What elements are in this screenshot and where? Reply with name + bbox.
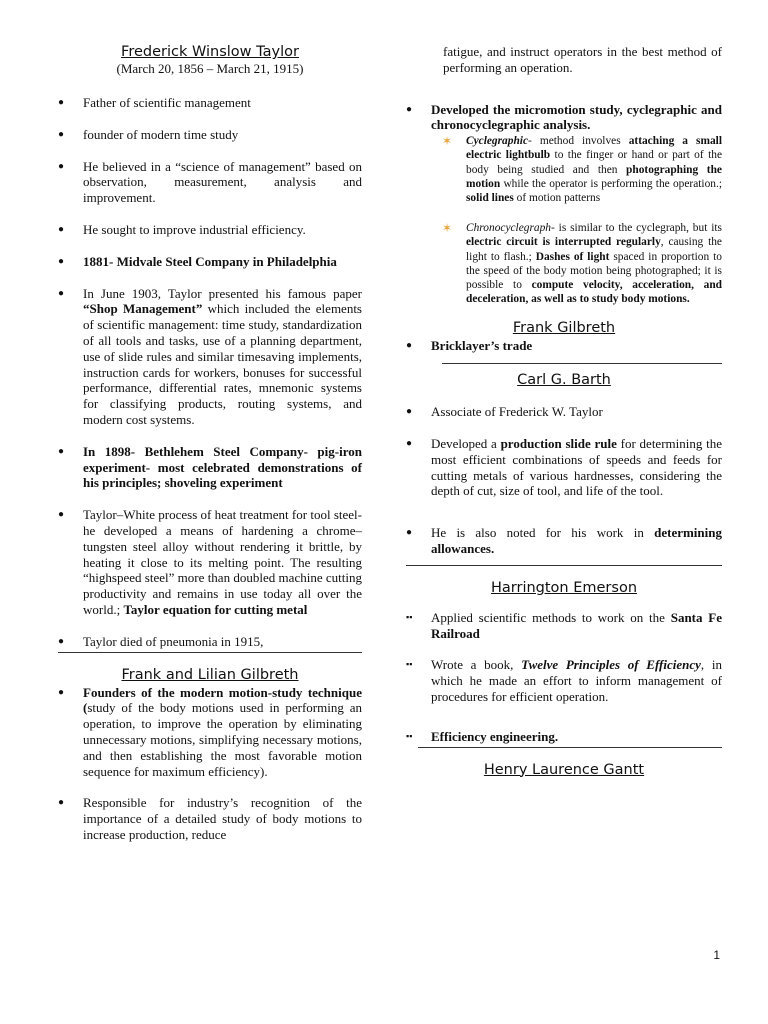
taylor-dates: (March 20, 1856 – March 21, 1915) <box>116 61 304 76</box>
list-item: ● Associate of Frederick W. Taylor <box>406 404 603 420</box>
bullet-icon: ● <box>58 509 65 521</box>
section-divider <box>406 565 722 566</box>
gilbreths-heading: Frank and Lilian Gilbreth <box>121 666 299 683</box>
right-column <box>406 0 722 778</box>
section-divider <box>442 363 722 364</box>
list-item: ● Taylor died of pneumonia in 1915, <box>58 633 264 649</box>
bullet-icon: ● <box>406 438 413 450</box>
list-item: ▪▪ Efficiency engineering. <box>406 728 559 744</box>
section-divider <box>418 747 722 748</box>
emerson-heading: Harrington Emerson <box>490 579 638 596</box>
square-bullet-icon: ▪▪ <box>406 611 413 622</box>
frank-heading: Frank Gilbreth <box>512 320 616 337</box>
list-item: ● Father of scientific management <box>58 95 251 110</box>
left-column <box>58 0 362 843</box>
list-item: ● Developed the micromotion study, cyclegraphic and chronocyclegraphic analysis. <box>406 101 722 133</box>
bullet-icon: ● <box>58 686 65 698</box>
list-item: ● 1881- Midvale Steel Company in Philadelphia <box>58 253 337 269</box>
bullet-icon: ● <box>58 97 65 108</box>
bullet-icon: ● <box>58 445 65 457</box>
list-item: ● Responsible for industry’s recognition of the importance of a detailed study of body motions to increase production, reduce <box>58 795 362 842</box>
bullet-icon: ● <box>406 340 413 352</box>
section-divider <box>58 652 362 653</box>
list-item: ● Taylor–White process of heat treatment for tool steel- he developed a means of hardening a chrome–tungsten steel alloy without rendering it brittle, by heating it close to its melting point. The resulting “highspeed steel” more than doubled machine cutting productivity and remains in use today all over the world.; Taylor equation for cutting metal <box>58 507 362 617</box>
bullet-icon: ● <box>406 406 413 418</box>
bullet-icon: ● <box>58 255 65 267</box>
list-item: ▪▪ Wrote a book, Twelve Principles of Efficiency, in which he made an effort to inform management of procedures for efficient operation. <box>406 657 722 704</box>
sub-list-item: ✶ Cyclegraphic- method involves attaching a small electric lightbulb to the finger or hand or part of the body being studied and then photographing the motion while the operator is performing the operation.; solid lines of motion patterns <box>442 134 722 204</box>
star-bullet-icon: ✶ <box>442 221 453 236</box>
list-item: ● founder of modern time study <box>58 126 239 142</box>
list-item: ● In 1898- Bethlehem Steel Company- pig-iron experiment- most celebrated demonstrations of his principles; shoveling experiment <box>58 443 362 491</box>
bullet-icon: ● <box>406 527 413 539</box>
list-item: ● He is also noted for his work in determining allowances. <box>406 525 722 556</box>
bullet-icon: ● <box>58 223 65 235</box>
bullet-icon: ● <box>58 797 65 809</box>
bullet-icon: ● <box>58 287 65 299</box>
list-item: ● Bricklayer’s trade <box>406 338 533 354</box>
square-bullet-icon: ▪▪ <box>406 659 413 670</box>
list-item: ● In June 1903, Taylor presented his famous paper “Shop Management” which included the elements of scientific management: time study, standardization of all tools and tasks, use of a planning department, use of slide rules and similar timesaving implements, instruction cards for workers, bonuses for successful performance, differential rates, mnemonic systems for classifying products, routing systems, and modern cost systems. <box>58 285 362 427</box>
taylor-heading: Frederick Winslow Taylor <box>121 44 299 60</box>
bullet-icon: ● <box>58 635 65 647</box>
square-bullet-icon: ▪▪ <box>406 730 413 741</box>
sub-list-item: ✶ Chronocyclegraph- is similar to the cyclegraph, but its electric circuit is interrupted regularly, causing the light to flash.; Dashes of light spaced in proportion to the speed of the body motion being photographed; it is possible to compute velocity, acceleration, and deceleration, as well as to study body motions. <box>442 221 722 306</box>
list-item: ● Founders of the modern motion-study technique (study of the body motions used in performing an operation, to improve the operation by eliminating unnecessary motions, simplifying necessary motions, and then establishing the most favorable motion sequence for maximum efficiency). <box>58 684 362 779</box>
bullet-icon: ● <box>58 160 65 172</box>
page-number: 1 <box>713 948 720 962</box>
bullet-icon: ● <box>406 103 413 115</box>
list-item: ▪▪ Applied scientific methods to work on the Santa Fe Railroad <box>406 609 722 641</box>
gantt-heading: Henry Laurence Gantt <box>483 761 645 778</box>
star-bullet-icon: ✶ <box>442 134 453 149</box>
list-item: ● He sought to improve industrial efficiency. <box>58 221 306 237</box>
list-item-continued: fatigue, and instruct operators in the best method of performing an operation. <box>443 44 722 75</box>
list-item: ● Developed a production slide rule for determining the most efficient combinations of speeds and feeds for cutting metals of various hardnesses, considering the depth of cut, size of tool, and life of the tool. <box>406 436 722 499</box>
barth-heading: Carl G. Barth <box>517 372 611 389</box>
list-item: ● He believed in a “science of management” based on observation, measurement, analysis and improvement. <box>58 158 362 206</box>
bullet-icon: ● <box>58 128 65 140</box>
